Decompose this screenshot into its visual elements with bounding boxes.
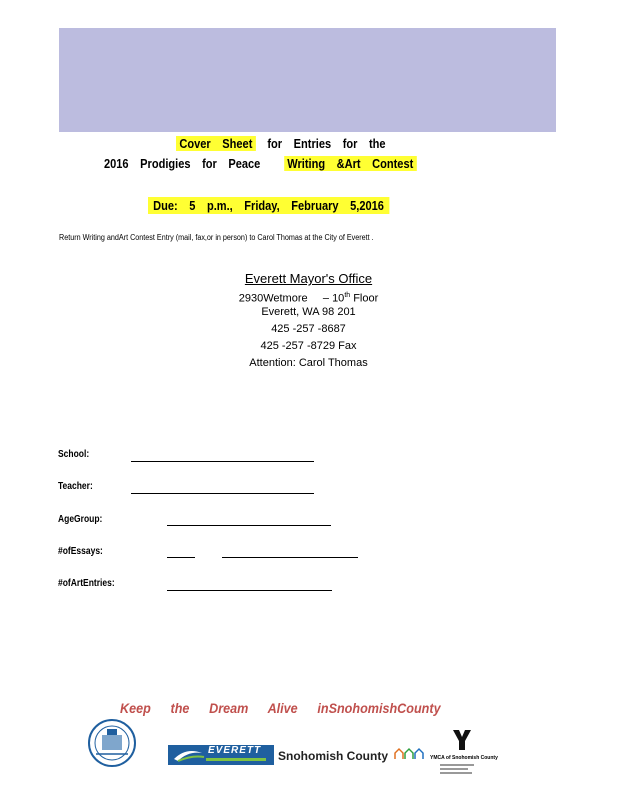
phone-number: 425 -257 -8687 (271, 323, 346, 335)
school-label: School: (58, 449, 90, 460)
ymca-y-icon (451, 728, 473, 752)
title-line-1 (176, 136, 386, 151)
ymca-tagline (440, 762, 476, 780)
slogan: Keep the Dream Alive inSnohomishCounty (120, 700, 441, 716)
street-address: 2930Wetmore – 10th Floor (238, 292, 379, 305)
age-group-label: AgeGroup: (58, 514, 103, 525)
age-group-input-line[interactable] (167, 525, 331, 526)
teacher-input-line[interactable] (131, 493, 314, 494)
art-entries-input-line[interactable] (167, 590, 332, 591)
due-date-text: Due: 5 p.m., Friday, February 5,2016 (148, 197, 389, 214)
everett-logo-text: EVERETT (208, 745, 262, 756)
title-line-2-plain: 2016 Prodigies for Peace (104, 156, 261, 171)
ymca-name: YMCA of Snohomish County (430, 755, 498, 761)
title-highlight-1: Cover Sheet (176, 136, 256, 151)
snohomish-houses-icon (394, 746, 424, 760)
return-instructions: Return Writing andArt Contest Entry (mail, fax,or in person) to Carol Thomas at the City of Everett . (59, 233, 374, 242)
attention-line: Attention: Carol Thomas (249, 357, 368, 369)
fax-number: 425 -257 -8729 Fax (260, 340, 357, 352)
essays-input-line[interactable] (222, 557, 358, 558)
art-entries-label: #ofArtEntries: (58, 578, 115, 589)
city-seal-icon (84, 718, 140, 768)
essays-count-line[interactable] (167, 557, 195, 558)
essays-label: #ofEssays: (58, 546, 103, 557)
header-banner (59, 28, 556, 132)
school-input-line[interactable] (131, 461, 314, 462)
teacher-label: Teacher: (58, 481, 93, 492)
title-line-2 (104, 156, 417, 171)
address-block (180, 270, 437, 372)
office-name: Everett Mayor's Office (244, 271, 373, 286)
title-line-2-highlight: Writing &Art Contest (284, 156, 417, 171)
due-date (148, 198, 389, 213)
snohomish-county-text: Snohomish County (278, 749, 388, 763)
city-state-zip: Everett, WA 98 201 (261, 306, 356, 318)
title-plain-1: for Entries for the (255, 136, 386, 151)
